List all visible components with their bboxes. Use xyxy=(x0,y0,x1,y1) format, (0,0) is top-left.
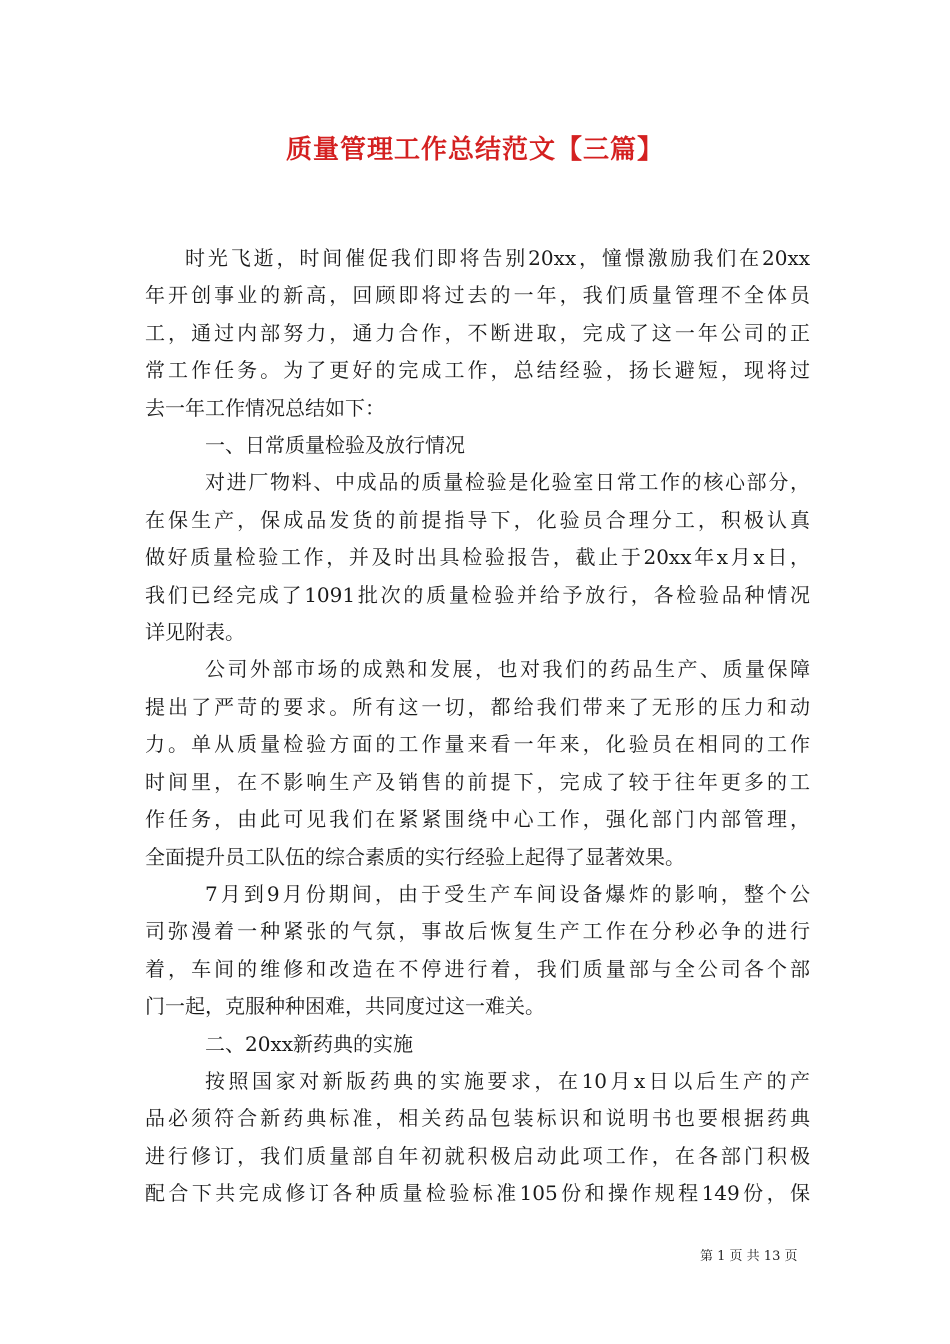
paragraph-line: 详见附表。 xyxy=(145,620,245,645)
page-number-footer: 第 1 页 共 13 页 xyxy=(700,1249,798,1264)
paragraph-line: 工，通过内部努力，通力合作，不断进取，完成了这一年公司的正 xyxy=(145,320,810,345)
paragraph-line: 力。单从质量检验方面的工作量来看一年来，化验员在相同的工作 xyxy=(145,732,810,757)
paragraph-line: 作任务，由此可见我们在紧紧围绕中心工作，强化部门内部管理， xyxy=(145,807,810,832)
paragraph-line: 品必须符合新药典标准，相关药品包装标识和说明书也要根据药典 xyxy=(145,1106,810,1131)
paragraph-line: 做好质量检验工作，并及时出具检验报告，截止于20xx年x月x日， xyxy=(145,545,810,570)
document-body xyxy=(145,240,810,1213)
paragraph-line: 按照国家对新版药典的实施要求，在10月x日以后生产的产 xyxy=(205,1068,810,1093)
paragraph-line: 时间里，在不影响生产及销售的前提下，完成了较于往年更多的工 xyxy=(145,769,810,794)
paragraph-line: 我们已经完成了1091批次的质量检验并给予放行，各检验品种情况 xyxy=(145,582,810,607)
paragraph-line: 全面提升员工队伍的综合素质的实行经验上起得了显著效果。 xyxy=(145,844,685,869)
paragraph-line: 提出了严苛的要求。所有这一切，都给我们带来了无形的压力和动 xyxy=(145,694,810,719)
paragraph-line: 公司外部市场的成熟和发展，也对我们的药品生产、质量保障 xyxy=(205,657,810,682)
paragraph-line: 在保生产，保成品发货的前提指导下，化验员合理分工，积极认真 xyxy=(145,507,810,532)
paragraph-line: 着，车间的维修和改造在不停进行着，我们质量部与全公司各个部 xyxy=(145,956,810,981)
section-heading: 二、20xx新药典的实施 xyxy=(205,1031,414,1056)
section-heading: 一、日常质量检验及放行情况 xyxy=(205,433,465,458)
paragraph-line: 时光飞逝，时间催促我们即将告别20xx，憧憬激励我们在20xx xyxy=(185,246,810,270)
paragraph-line: 年开创事业的新高，回顾即将过去的一年，我们质量管理不全体员 xyxy=(145,283,810,308)
paragraph-line: 门一起，克服种种困难，共同度过这一难关。 xyxy=(145,994,545,1019)
document-title: 质量管理工作总结范文【三篇】 xyxy=(285,135,664,165)
paragraph-line: 进行修订，我们质量部自年初就积极启动此项工作，在各部门积极 xyxy=(145,1143,810,1168)
paragraph-line: 配合下共完成修订各种质量检验标准105份和操作规程149份，保 xyxy=(145,1181,810,1206)
paragraph-line: 去一年工作情况总结如下： xyxy=(145,395,385,420)
paragraph-line: 7月到9月份期间，由于受生产车间设备爆炸的影响，整个公 xyxy=(205,881,810,906)
paragraph-line: 司弥漫着一种紧张的气氛，事故后恢复生产工作在分秒必争的进行 xyxy=(145,919,810,944)
paragraph-line: 常工作任务。为了更好的完成工作，总结经验，扬长避短，现将过 xyxy=(145,358,810,383)
paragraph-line: 对进厂物料、中成品的质量检验是化验室日常工作的核心部分， xyxy=(205,470,810,495)
